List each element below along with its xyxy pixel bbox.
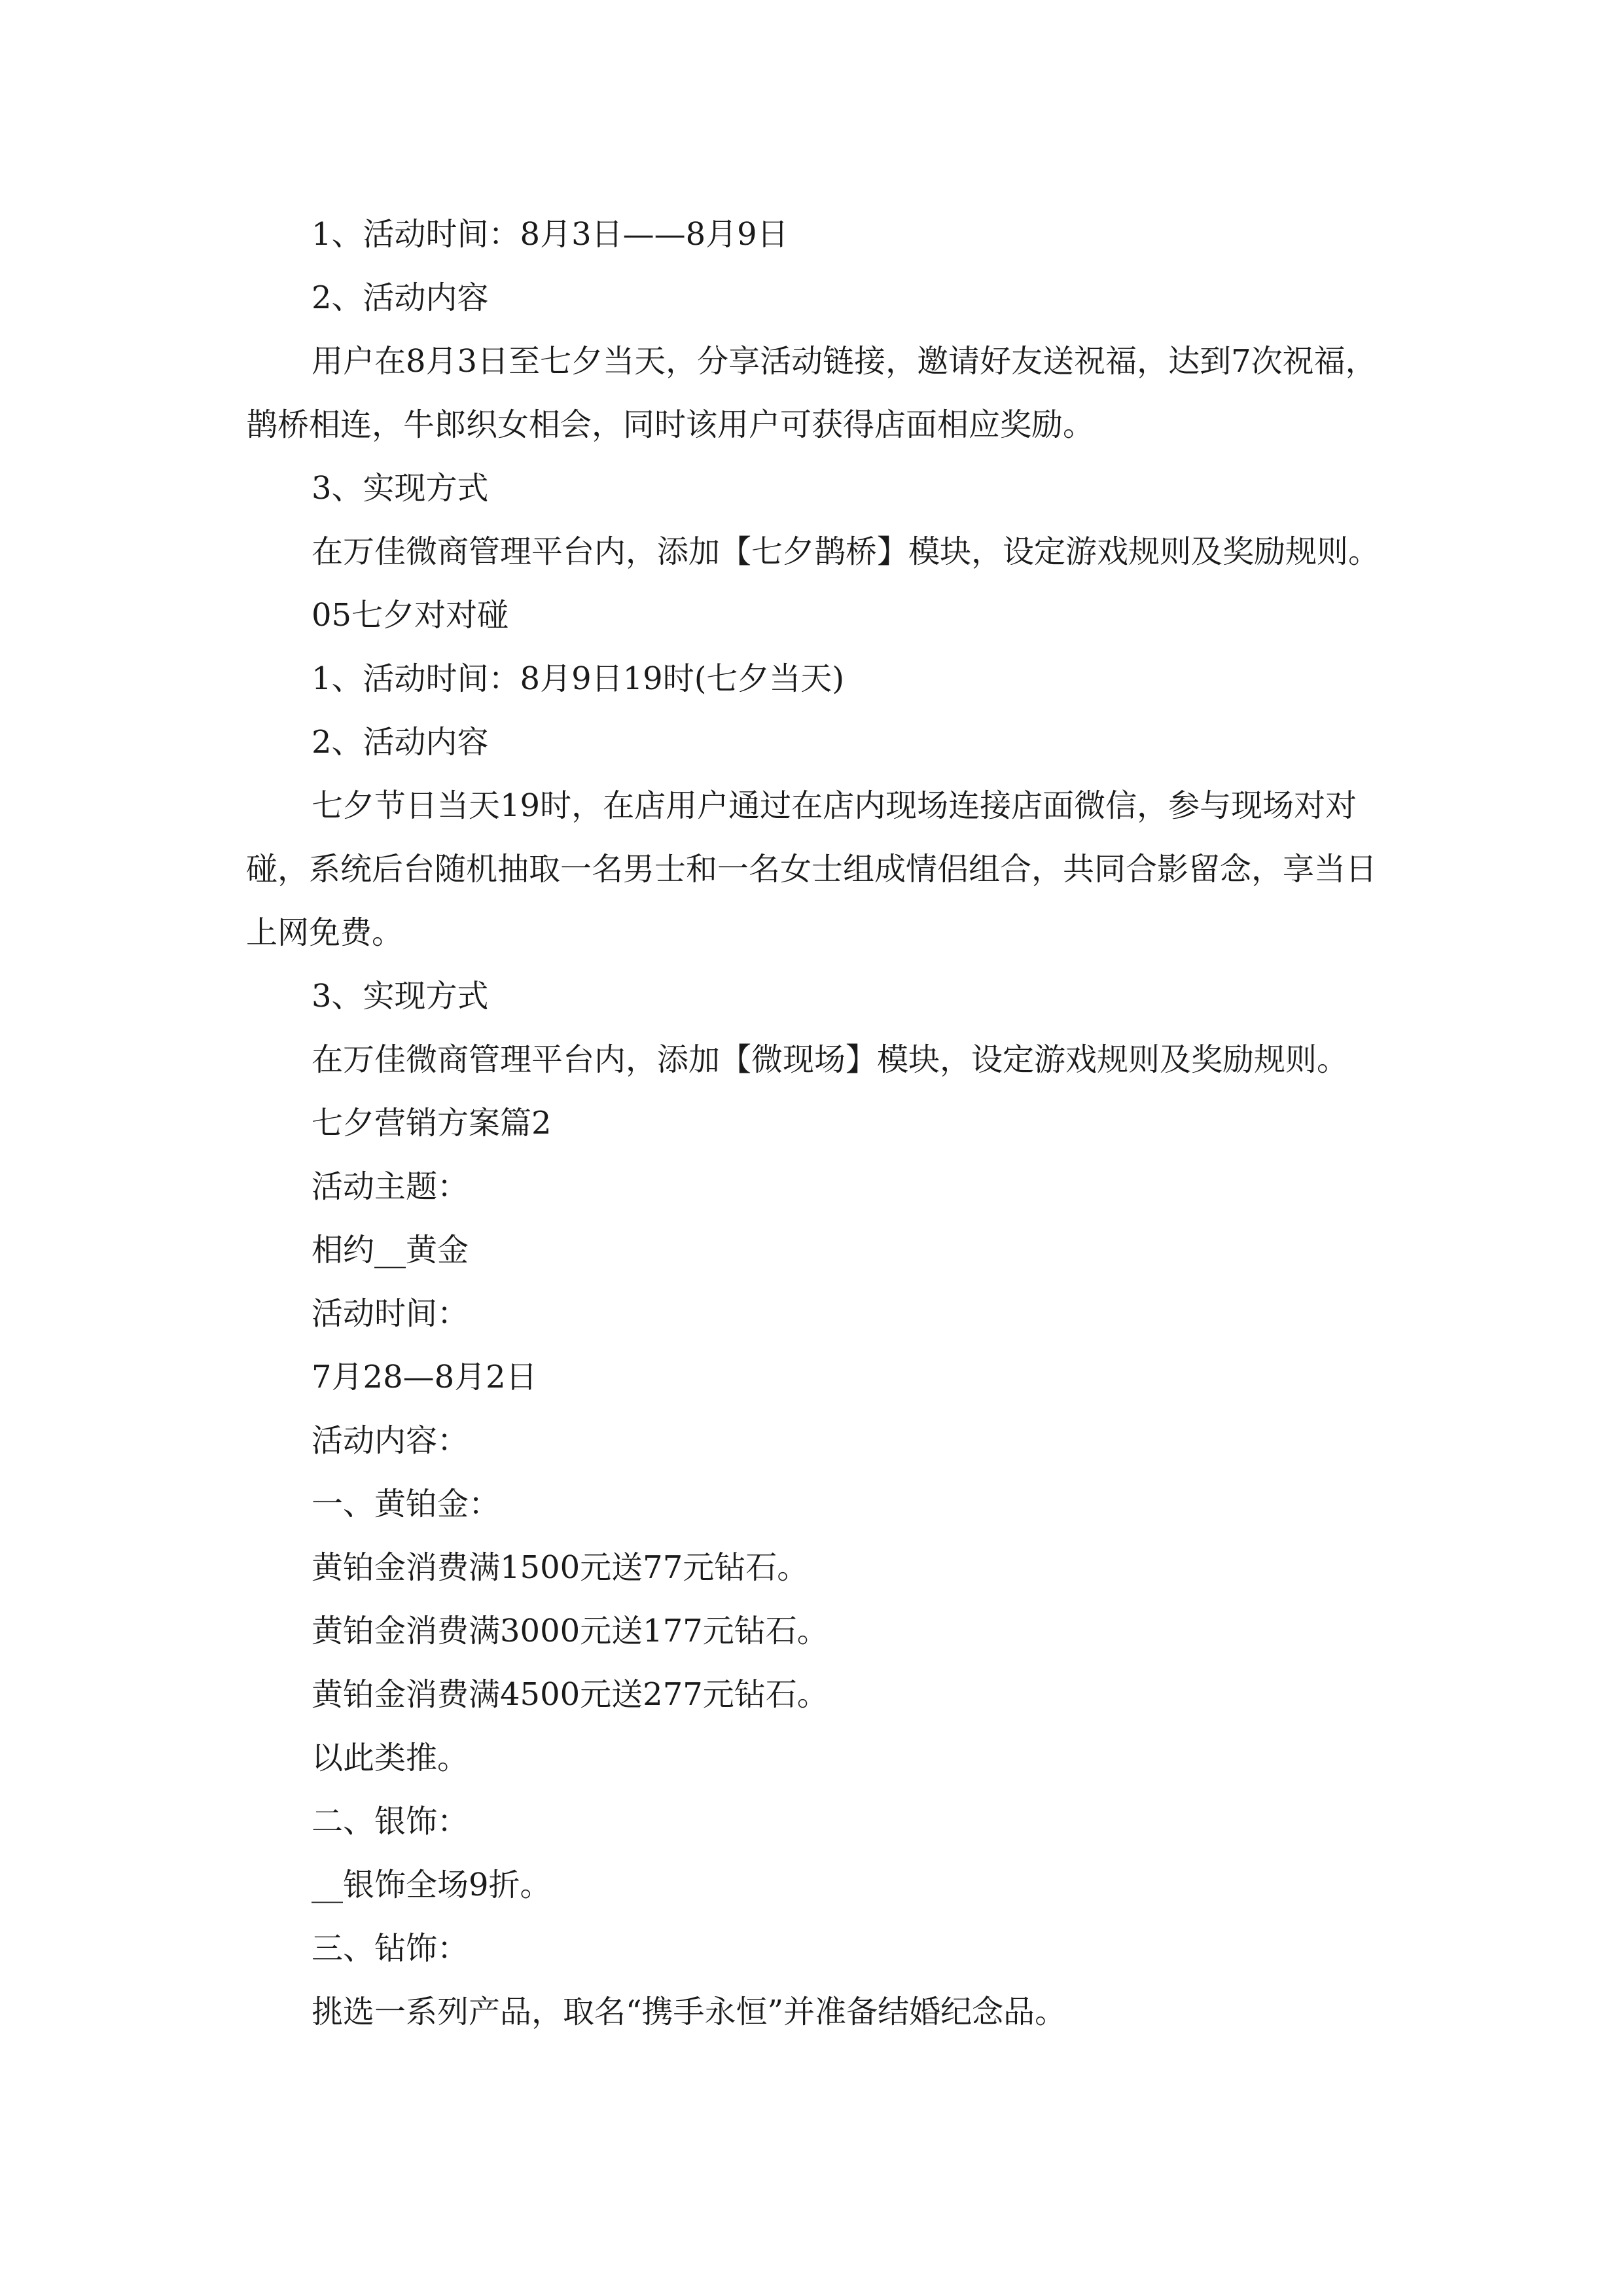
paragraph-activity-content-heading-2: 2、活动内容 xyxy=(312,724,489,761)
paragraph-activity-content-heading: 2、活动内容 xyxy=(312,279,489,316)
paragraph-silver-heading: 二、银饰： xyxy=(312,1803,469,1840)
paragraph-platinum-offer-2: 黄铂金消费满3000元送177元钻石。 xyxy=(312,1613,829,1649)
paragraph-silver-offer: __银饰全场9折。 xyxy=(312,1867,552,1903)
paragraph-theme: 相约__黄金 xyxy=(312,1232,469,1268)
paragraph-implementation-heading-2: 3、实现方式 xyxy=(312,978,489,1014)
paragraph-implementation-heading: 3、实现方式 xyxy=(312,470,489,507)
section-heading-plan-2: 七夕营销方案篇2 xyxy=(312,1105,552,1141)
paragraph-platinum-offer-1: 黄铂金消费满1500元送77元钻石。 xyxy=(312,1549,809,1586)
paragraph-implementation-2: 在万佳微商管理平台内，添加【微现场】模块，设定游戏规则及奖励规则。 xyxy=(312,1041,1349,1078)
paragraph-time: 7月28—8月2日 xyxy=(312,1359,537,1395)
document-body xyxy=(246,203,1398,2044)
paragraph-diamond-offer: 挑选一系列产品，取名“携手永恒”并准备结婚纪念品。 xyxy=(312,1994,1067,2030)
paragraph-theme-label: 活动主题： xyxy=(312,1168,469,1205)
paragraph-activity-time: 1、活动时间：8月3日——8月9日 xyxy=(312,216,789,253)
paragraph-activity-content-2: 七夕节日当天19时，在店用户通过在店内现场连接店面微信，参与现场对对碰，系统后台随机抽取一名男士和一名女士组成情侣组合，共同合影留念，享当日上网免费。 xyxy=(246,787,1378,951)
paragraph-time-label: 活动时间： xyxy=(312,1295,469,1332)
section-heading-05: 05七夕对对碰 xyxy=(312,597,509,634)
paragraph-activity-content: 用户在8月3日至七夕当天，分享活动链接，邀请好友送祝福，达到7次祝福，鹊桥相连，牛郎织女相会，同时该用户可获得店面相应奖励。 xyxy=(246,343,1377,443)
paragraph-diamond-heading: 三、钻饰： xyxy=(312,1930,469,1967)
paragraph-activity-time-2: 1、活动时间：8月9日19时(七夕当天) xyxy=(312,660,845,697)
paragraph-content-label: 活动内容： xyxy=(312,1422,469,1459)
paragraph-platinum-offer-3: 黄铂金消费满4500元送277元钻石。 xyxy=(312,1676,829,1713)
paragraph-and-so-on: 以此类推。 xyxy=(312,1740,469,1776)
paragraph-platinum-heading: 一、黄铂金： xyxy=(312,1486,501,1522)
paragraph-implementation: 在万佳微商管理平台内，添加【七夕鹊桥】模块，设定游戏规则及奖励规则。 xyxy=(312,533,1380,570)
